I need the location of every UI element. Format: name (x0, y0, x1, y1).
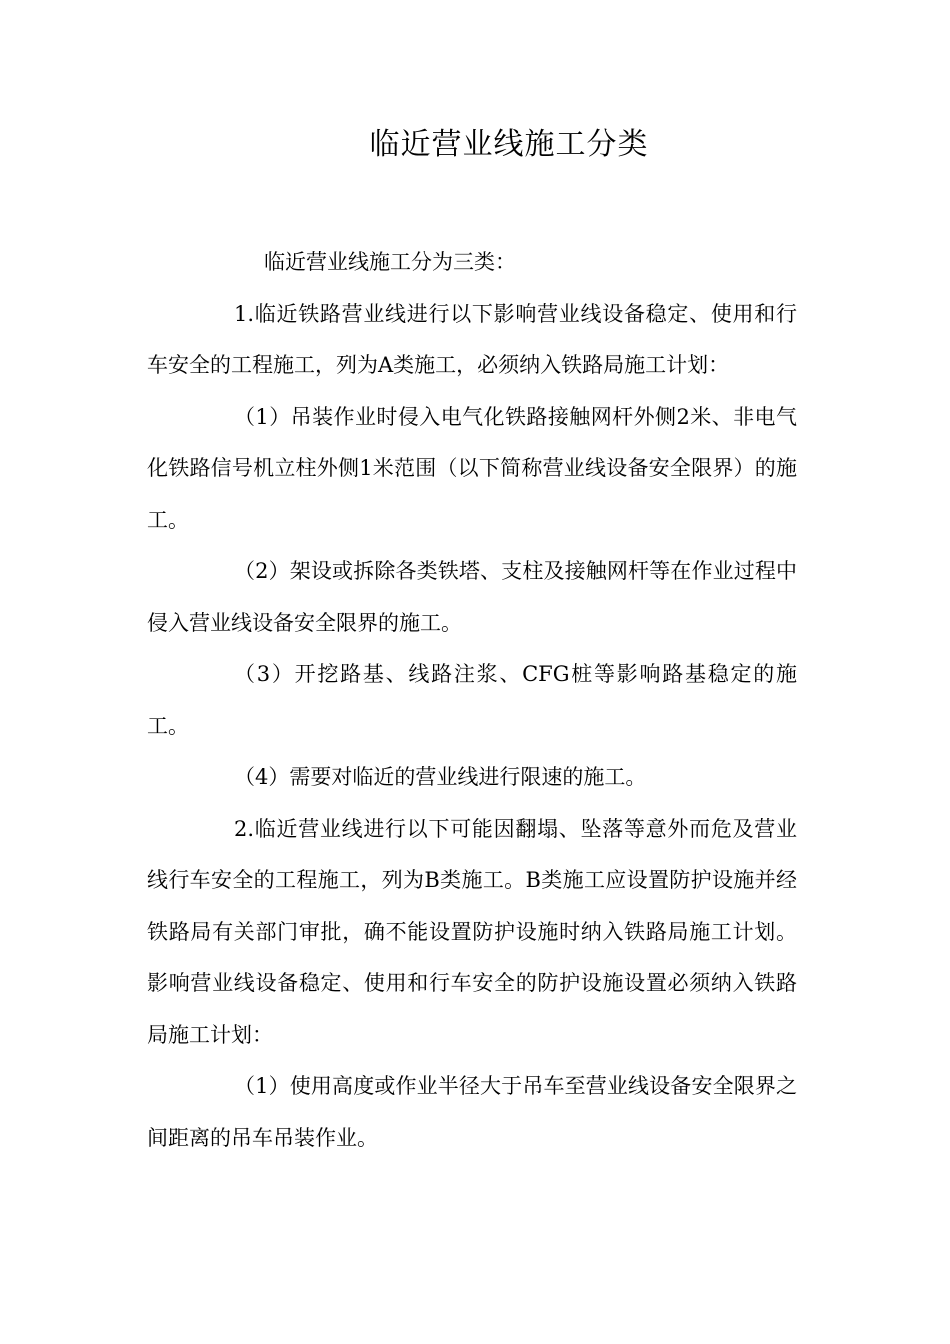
section-1-item-2: （2）架设或拆除各类铁塔、支柱及接触网杆等在作业过程中侵入营业线设备安全限界的施工。 (147, 559, 797, 635)
section-2-item-1: （1）使用高度或作业半径大于吊车至营业线设备安全限界之间距离的吊车吊装作业。 (147, 1074, 797, 1150)
document-title: 临近营业线施工分类 (369, 127, 649, 162)
document-body (147, 237, 797, 1164)
section-1-item-3: （3）开挖路基、线路注浆、CFG桩等影响路基稳定的施工。 (147, 662, 797, 738)
section-1-paragraph: 1.临近铁路营业线进行以下影响营业线设备稳定、使用和行车安全的工程施工，列为A类施工，必须纳入铁路局施工计划： (147, 301, 797, 377)
section-1-item-4: （4）需要对临近的营业线进行限速的施工。 (234, 765, 647, 789)
intro-paragraph: 临近营业线施工分为三类： (264, 250, 516, 274)
section-2-paragraph: 2.临近营业线进行以下可能因翻塌、坠落等意外而危及营业线行车安全的工程施工，列为B类施工。B类施工应设置防护设施并经铁路局有关部门审批，确不能设置防护设施时纳入铁路局施工计划。影响营业线设备稳定、使用和行车安全的防护设施设置必须纳入铁路局施工计划： (147, 816, 797, 1047)
section-1-item-1: （1）吊装作业时侵入电气化铁路接触网杆外侧2米、非电气化铁路信号机立柱外侧1米范围（以下简称营业线设备安全限界）的施工。 (147, 404, 797, 532)
